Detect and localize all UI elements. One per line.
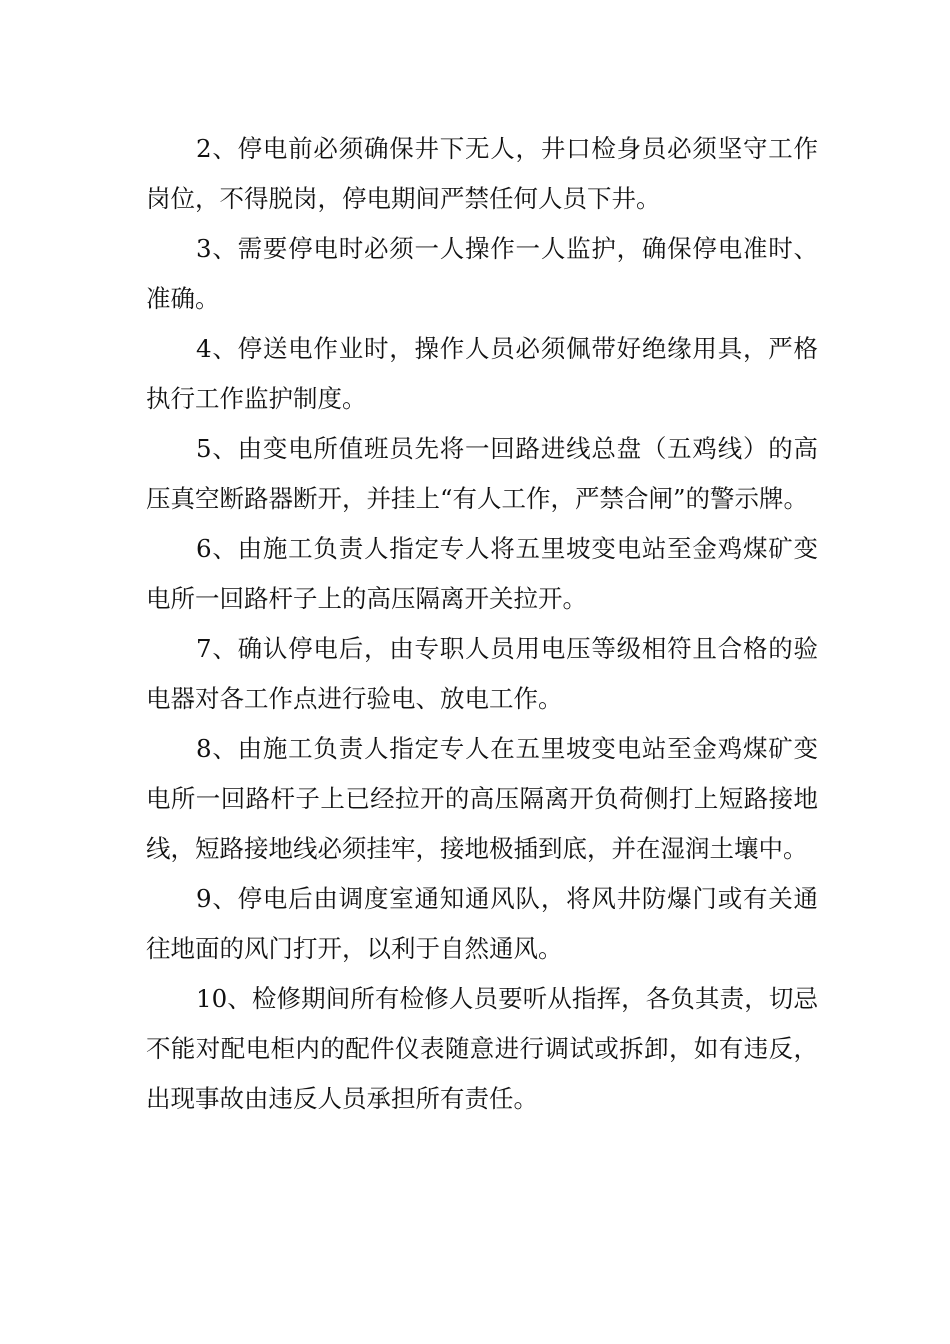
paragraph-item-4: 4、停送电作业时，操作人员必须佩带好绝缘用具，严格执行工作监护制度。	[146, 334, 818, 413]
paragraph-item-6: 6、由施工负责人指定专人将五里坡变电站至金鸡煤矿变电所一回路杆子上的高压隔离开关拉开。	[146, 534, 818, 613]
paragraph-item-2: 2、停电前必须确保井下无人，井口检身员必须坚守工作岗位，不得脱岗，停电期间严禁任何人员下井。	[146, 134, 818, 213]
paragraph-item-9: 9、停电后由调度室通知通风队，将风井防爆门或有关通往地面的风门打开，以利于自然通风。	[146, 884, 818, 963]
paragraph-item-5: 5、由变电所值班员先将一回路进线总盘（五鸡线）的高压真空断路器断开，并挂上“有人工作，严禁合闸”的警示牌。	[146, 434, 818, 513]
paragraph-item-7: 7、确认停电后，由专职人员用电压等级相符且合格的验电器对各工作点进行验电、放电工作。	[146, 634, 818, 713]
paragraph-item-8: 8、由施工负责人指定专人在五里坡变电站至金鸡煤矿变电所一回路杆子上已经拉开的高压隔离开负荷侧打上短路接地线，短路接地线必须挂牢，接地极插到底，并在湿润土壤中。	[146, 734, 818, 863]
document-body	[146, 124, 818, 1124]
paragraph-item-3: 3、需要停电时必须一人操作一人监护，确保停电准时、准确。	[146, 234, 818, 313]
paragraph-item-10: 10、检修期间所有检修人员要听从指挥，各负其责，切忌不能对配电柜内的配件仪表随意进行调试或拆卸，如有违反，出现事故由违反人员承担所有责任。	[146, 984, 818, 1113]
